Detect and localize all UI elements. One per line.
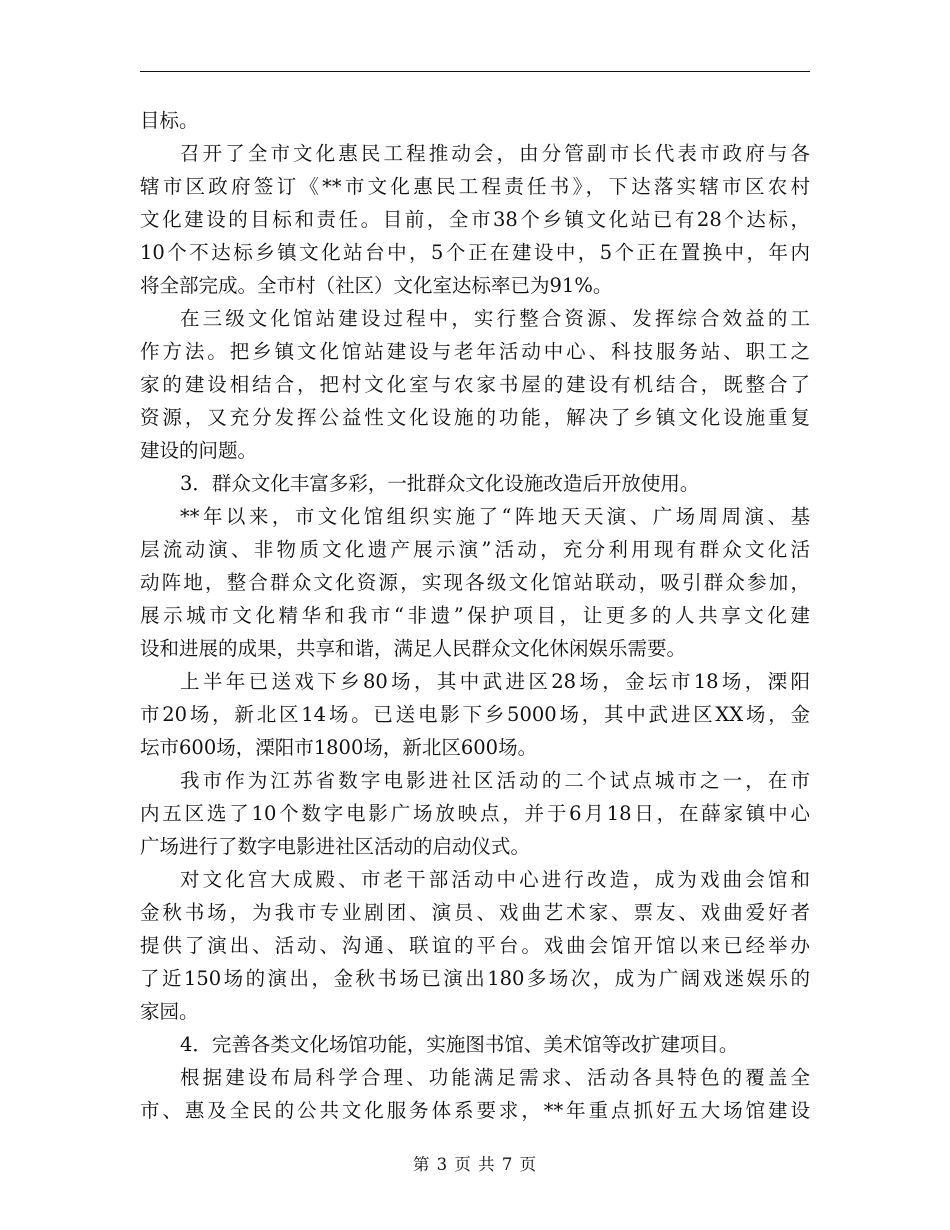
header-rule (140, 71, 810, 72)
text-line: 市20场，新北区14场。已送电影下乡5000场，其中武进区XX场，金 (140, 703, 810, 726)
text-line: 家的建设相结合，把村文化室与农家书屋的建设有机结合，既整合了 (140, 373, 810, 396)
text-line: 4．完善各类文化场馆功能，实施图书馆、美术馆等改扩建项目。 (180, 1033, 739, 1056)
text-line: 对文化宫大成殿、市老干部活动中心进行改造，成为戏曲会馆和 (180, 868, 810, 891)
text-line: 坛市600场，溧阳市1800场，新北区600场。 (140, 736, 538, 759)
text-line: 3．群众文化丰富多彩，一批群众文化设施改造后开放使用。 (180, 472, 700, 495)
text-line: 根据建设布局科学合理、功能满足需求、活动各具特色的覆盖全 (180, 1066, 810, 1089)
text-line: 在三级文化馆站建设过程中，实行整合资源、发挥综合效益的工 (180, 307, 810, 330)
text-line: 动阵地，整合群众文化资源，实现各级文化馆站联动，吸引群众参加， (140, 571, 810, 594)
text-line: 了近150场的演出，金秋书场已演出180多场次，成为广阔戏迷娱乐的 (140, 967, 810, 990)
document-body (140, 104, 810, 1127)
text-line: 我市作为江苏省数字电影进社区活动的二个试点城市之一，在市 (180, 769, 810, 792)
text-line: 家园。 (140, 1000, 199, 1023)
text-line: 提供了演出、活动、沟通、联谊的平台。戏曲会馆开馆以来已经举办 (140, 934, 810, 957)
text-line: 建设的问题。 (140, 439, 258, 462)
text-line: 作方法。把乡镇文化馆站建设与老年活动中心、科技服务站、职工之 (140, 340, 810, 363)
text-line: 上半年已送戏下乡80场，其中武进区28场，金坛市18场，溧阳 (180, 670, 810, 693)
text-line: **年以来，市文化馆组织实施了“阵地天天演、广场周周演、基 (180, 505, 810, 528)
text-line: 金秋书场，为我市专业剧团、演员、戏曲艺术家、票友、戏曲爱好者 (140, 901, 810, 924)
text-line: 10个不达标乡镇文化站台中，5个正在建设中，5个正在置换中，年内 (140, 241, 810, 264)
text-line: 文化建设的目标和责任。目前，全市38个乡镇文化站已有28个达标， (140, 208, 810, 231)
text-line: 展示城市文化精华和我市“非遗”保护项目，让更多的人共享文化建 (140, 604, 810, 627)
text-line: 广场进行了数字电影进社区活动的启动仪式。 (140, 835, 531, 858)
text-line: 召开了全市文化惠民工程推动会，由分管副市长代表市政府与各 (180, 142, 810, 165)
text-line: 辖市区政府签订《**市文化惠民工程责任书》，下达落实辖市区农村 (140, 175, 810, 198)
text-line: 资源，又充分发挥公益性文化设施的功能，解决了乡镇文化设施重复 (140, 406, 810, 429)
text-line: 层流动演、非物质文化遗产展示演”活动，充分利用现有群众文化活 (140, 538, 810, 561)
text-line: 内五区选了10个数字电影广场放映点，并于6月18日，在薛家镇中心 (140, 802, 810, 825)
text-line: 设和进展的成果，共享和谐，满足人民群众文化休闲娱乐需要。 (140, 637, 687, 660)
text-line: 市、惠及全民的公共文化服务体系要求，**年重点抓好五大场馆建设 (140, 1099, 810, 1122)
text-line: 将全部完成。全市村（社区）文化室达标率已为91%。 (140, 274, 613, 297)
text-line: 目标。 (140, 109, 199, 132)
page-footer: 第 3 页 共 7 页 (412, 1155, 538, 1174)
